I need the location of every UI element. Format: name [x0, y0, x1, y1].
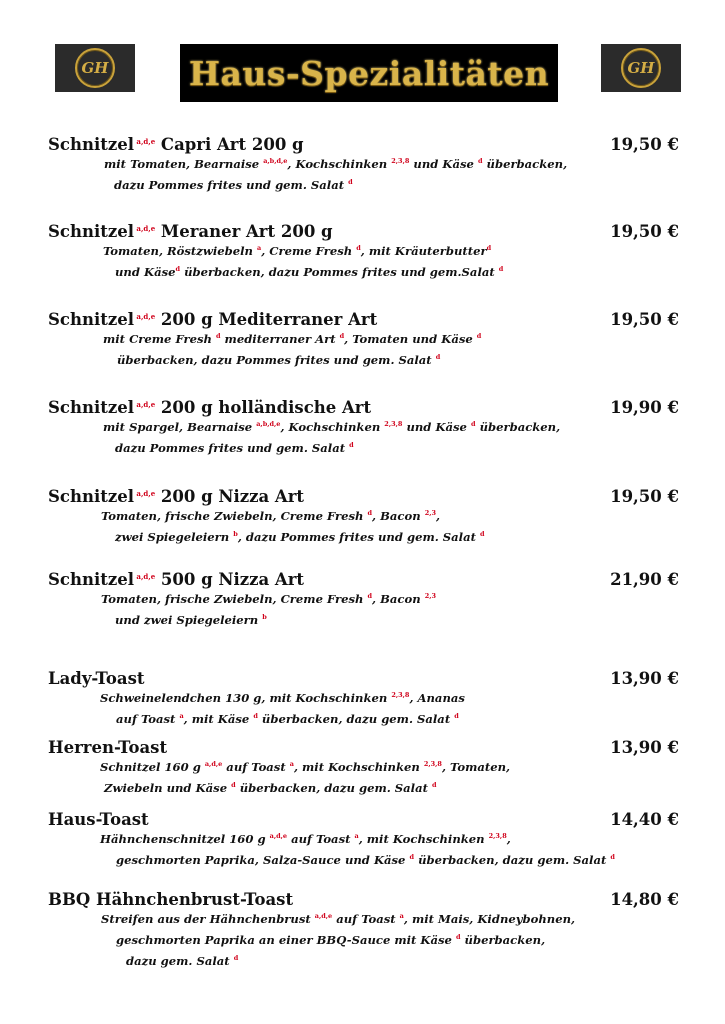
allergen-code: d: [477, 157, 483, 165]
description-text: auf Toast: [116, 712, 180, 726]
description-text: , Creme Fresh: [261, 244, 357, 258]
item-name: [48, 398, 371, 417]
allergen-code: 2,3: [424, 509, 436, 517]
item-description-line: [115, 530, 485, 544]
description-text: und Käse: [402, 420, 471, 434]
allergen-code: d: [432, 781, 437, 789]
description-text: überbacken, dazu gem. Salat: [257, 712, 455, 726]
allergen-code: a,d,e: [133, 312, 156, 321]
item-description-line: [114, 178, 353, 192]
item-price: 14,80 €: [610, 890, 679, 909]
item-name-text: Schnitzel: [48, 310, 134, 329]
item-name-text: Herren-Toast: [48, 738, 168, 757]
allergen-code: d: [253, 712, 258, 720]
allergen-code: 2,3,8: [384, 420, 403, 428]
allergen-code: d: [409, 853, 415, 861]
description-text: , Tomaten und Käse: [344, 332, 477, 346]
description-text: auf Toast: [287, 832, 355, 846]
title-banner: [180, 44, 558, 102]
allergen-code: d: [455, 933, 461, 941]
item-description-line: [100, 832, 511, 846]
item-description-line: [116, 712, 459, 726]
allergen-code: 2,3: [424, 592, 436, 600]
item-description-line: [115, 613, 267, 627]
description-text: zwei Spiegeleiern: [115, 530, 234, 544]
item-price: 19,90 €: [610, 398, 679, 417]
item-name: [48, 222, 333, 241]
description-text: überbacken, dazu Pommes frites und gem. Salat: [117, 353, 436, 367]
description-text: mit Spargel, Bearnaise: [103, 420, 257, 434]
item-description-line: [117, 353, 440, 367]
allergen-code: a: [399, 912, 404, 920]
item-name: [48, 810, 149, 829]
allergen-code: d: [349, 441, 354, 449]
description-text: , mit Kochschinken: [293, 760, 424, 774]
item-price: 19,50 €: [610, 487, 679, 506]
allergen-code: b: [233, 530, 238, 538]
description-text: , Ananas: [409, 691, 465, 705]
item-name-text: Schnitzel: [48, 135, 134, 154]
allergen-code: a: [179, 712, 184, 720]
item-description-line: [115, 441, 354, 455]
logo-left: [55, 44, 135, 92]
description-text: überbacken,: [475, 420, 561, 434]
item-description-line: [101, 912, 575, 926]
description-text: , Kochschinken: [280, 420, 385, 434]
description-text: mit Tomaten, Bearnaise: [104, 157, 264, 171]
description-text: , mit Kräuterbutter: [360, 244, 487, 258]
description-text: , mit Mais, Kidneybohnen,: [403, 912, 576, 926]
item-name-text: BBQ Hähnchenbrust-Toast: [48, 890, 294, 909]
item-description-line: [126, 954, 238, 968]
item-name-text: Schnitzel: [48, 222, 134, 241]
item-name: [48, 310, 377, 329]
item-name: [48, 487, 304, 506]
allergen-code: a,d,e: [133, 400, 156, 409]
allergen-code: d: [356, 244, 361, 252]
description-text: und zwei Spiegeleiern: [115, 613, 263, 627]
allergen-code: a,d,e: [133, 572, 156, 581]
allergen-code: d: [435, 353, 441, 361]
item-name: [48, 135, 304, 154]
item-name-text: Schnitzel: [48, 487, 134, 506]
allergen-code: d: [470, 420, 476, 428]
item-description-line: [115, 265, 503, 279]
allergen-code: d: [610, 853, 615, 861]
description-text: mit Creme Fresh: [103, 332, 216, 346]
allergen-code: a,b,d,e: [263, 157, 288, 165]
item-price: 13,90 €: [610, 738, 679, 757]
description-text: Hähnchenschnitzel 160 g: [100, 832, 270, 846]
item-name-rest: Capri Art 200 g: [155, 135, 304, 154]
description-text: und Käse: [115, 265, 176, 279]
item-price: 13,90 €: [610, 669, 679, 688]
allergen-code: a,d,e: [314, 912, 333, 920]
allergen-code: a,d,e: [269, 832, 288, 840]
item-name: [48, 890, 293, 909]
allergen-code: d: [175, 265, 181, 273]
description-text: Tomaten, frische Zwiebeln, Creme Fresh: [101, 509, 368, 523]
description-text: , Bacon: [372, 509, 425, 523]
allergen-code: 2,3,8: [488, 832, 507, 840]
allergen-code: a,d,e: [204, 760, 223, 768]
description-text: , mit Kochschinken: [358, 832, 489, 846]
allergen-code: 2,3,8: [423, 760, 442, 768]
description-text: überbacken, dazu gem. Salat: [235, 781, 432, 795]
allergen-code: d: [367, 592, 373, 600]
allergen-code: a: [289, 760, 294, 768]
logo-monogram: GH: [75, 48, 115, 88]
allergen-code: a,d,e: [133, 137, 156, 146]
logo-right: [601, 44, 681, 92]
description-text: geschmorten Paprika an einer BBQ-Sauce mit Käse: [116, 933, 456, 947]
description-text: Streifen aus der Hähnchenbrust: [101, 912, 315, 926]
item-name-text: Schnitzel: [48, 398, 134, 417]
allergen-code: d: [348, 178, 353, 186]
item-name-text: Schnitzel: [48, 570, 134, 589]
description-text: überbacken, dazu gem. Salat: [414, 853, 611, 867]
description-text: Schweinelendchen 130 g, mit Kochschinken: [100, 691, 392, 705]
allergen-code: b: [262, 613, 267, 621]
description-text: auf Toast: [222, 760, 290, 774]
description-text: dazu gem. Salat: [126, 954, 234, 968]
description-text: , Kochschinken: [287, 157, 392, 171]
item-name: [48, 669, 145, 688]
item-name-rest: 200 g Mediterraner Art: [155, 310, 378, 329]
item-description-line: [116, 853, 615, 867]
item-name-rest: 200 g holländische Art: [155, 398, 372, 417]
description-text: dazu Pommes frites und gem. Salat: [114, 178, 349, 192]
description-text: geschmorten Paprika, Salza-Sauce und Käse: [116, 853, 410, 867]
item-name-rest: Meraner Art 200 g: [155, 222, 333, 241]
description-text: ,: [436, 509, 441, 523]
item-name-rest: 500 g Nizza Art: [155, 570, 305, 589]
description-text: ,: [506, 832, 511, 846]
description-text: , mit Käse: [183, 712, 254, 726]
description-text: überbacken, dazu Pommes frites und gem.Salat: [180, 265, 499, 279]
description-text: und Käse: [409, 157, 478, 171]
page-title: Haus-Spezialitäten: [188, 53, 550, 93]
allergen-code: d: [486, 244, 492, 252]
item-description-line: [104, 781, 437, 795]
item-name: [48, 738, 167, 757]
description-text: Tomaten, Röstzwiebeln: [103, 244, 257, 258]
item-description-line: [100, 691, 465, 705]
allergen-code: d: [367, 509, 373, 517]
item-description-line: [103, 420, 560, 434]
item-description-line: [116, 933, 545, 947]
item-description-line: [104, 157, 567, 171]
item-price: 19,50 €: [610, 310, 679, 329]
allergen-code: a,b,d,e: [256, 420, 281, 428]
item-name-rest: 200 g Nizza Art: [155, 487, 305, 506]
allergen-code: a,d,e: [133, 224, 156, 233]
item-price: 14,40 €: [610, 810, 679, 829]
allergen-code: 2,3,8: [391, 691, 410, 699]
description-text: , Tomaten,: [441, 760, 511, 774]
description-text: Tomaten, frische Zwiebeln, Creme Fresh: [101, 592, 368, 606]
description-text: mediterraner Art: [220, 332, 340, 346]
description-text: , Bacon: [372, 592, 425, 606]
allergen-code: a,d,e: [133, 489, 156, 498]
allergen-code: d: [498, 265, 504, 273]
item-price: 21,90 €: [610, 570, 679, 589]
allergen-code: a: [257, 244, 262, 252]
item-description-line: [103, 332, 481, 346]
allergen-code: d: [476, 332, 482, 340]
item-price: 19,50 €: [610, 222, 679, 241]
item-price: 19,50 €: [610, 135, 679, 154]
description-text: auf Toast: [332, 912, 400, 926]
allergen-code: d: [339, 332, 345, 340]
item-name-text: Lady-Toast: [48, 669, 145, 688]
item-name: [48, 570, 304, 589]
description-text: dazu Pommes frites und gem. Salat: [115, 441, 350, 455]
allergen-code: 2,3,8: [391, 157, 410, 165]
allergen-code: d: [454, 712, 459, 720]
description-text: Schnitzel 160 g: [100, 760, 205, 774]
item-description-line: [101, 592, 436, 606]
item-description-line: [101, 509, 440, 523]
logo-monogram: GH: [621, 48, 661, 88]
description-text: Zwiebeln und Käse: [104, 781, 232, 795]
allergen-code: d: [479, 530, 485, 538]
item-description-line: [103, 244, 491, 258]
allergen-code: a: [354, 832, 359, 840]
allergen-code: d: [231, 781, 236, 789]
allergen-code: d: [215, 332, 221, 340]
allergen-code: d: [233, 954, 239, 962]
item-description-line: [100, 760, 510, 774]
item-name-text: Haus-Toast: [48, 810, 149, 829]
description-text: , dazu Pommes frites und gem. Salat: [237, 530, 480, 544]
description-text: überbacken,: [482, 157, 568, 171]
description-text: überbacken,: [460, 933, 546, 947]
